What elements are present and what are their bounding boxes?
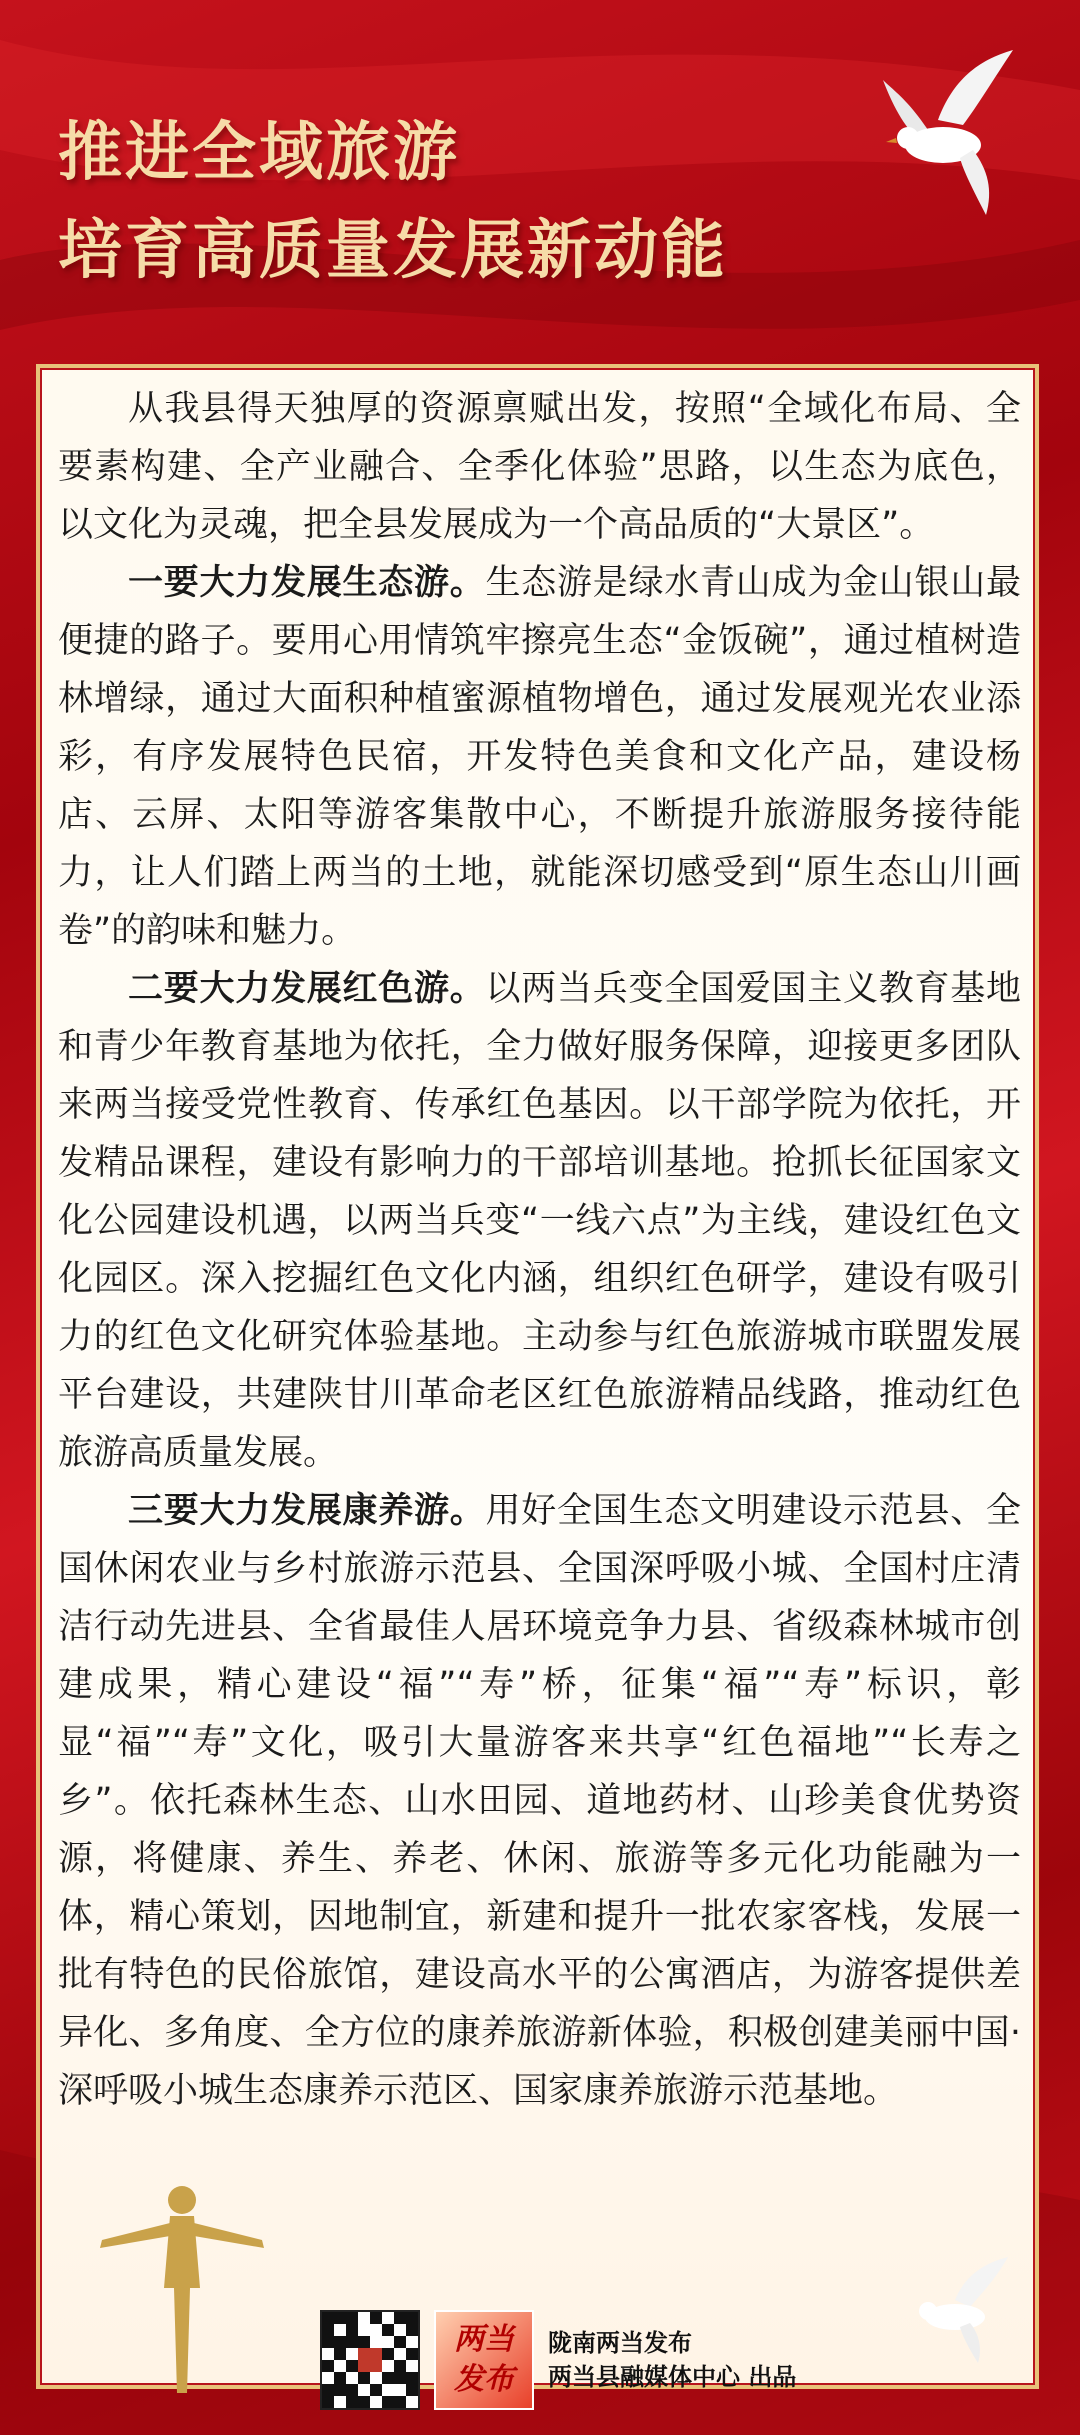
paragraph-wellness — [58, 1482, 1021, 2120]
heading-wellness: 三要大力发展康养游。 — [128, 1491, 486, 1531]
org-line-2: 两当县融媒体中心 出品 — [548, 2363, 797, 2391]
paragraph-ecology — [58, 554, 1021, 960]
article-panel — [36, 364, 1039, 2389]
article-body — [58, 380, 1021, 2120]
title-line-1: 推进全域旅游 — [58, 116, 460, 190]
brand-logo — [434, 2310, 534, 2410]
organization-name — [548, 2326, 796, 2394]
page-title — [58, 104, 728, 300]
dove-icon — [868, 50, 1018, 220]
qr-code-icon[interactable] — [320, 2310, 420, 2410]
heading-ecology: 一要大力发展生态游。 — [128, 563, 486, 603]
heading-red-tourism: 二要大力发展红色游。 — [128, 969, 486, 1009]
body-red-tourism: 以两当兵变全国爱国主义教育基地和青少年教育基地为依托，全力做好服务保障，迎接更多团队来两当接受党性教育、传承红色基因。以干部学院为依托，开发精品课程，建设有影响力的干部培训基地。抢抓长征国家文化公园建设机遇，以两当兵变“一线六点”为主线，建设红色文化园区。深入挖掘红色文化内涵，组织红色研学，建设有吸引力的红色文化研究体验基地。主动参与红色旅游城市联盟发展平台建设，共建陕甘川革命老区红色旅游精品线路，推动红色旅游高质量发展。 — [58, 969, 1021, 1473]
body-wellness: 用好全国生态文明建设示范县、全国休闲农业与乡村旅游示范县、全国深呼吸小城、全国村庄清洁行动先进县、全省最佳人居环境竞争力县、省级森林城市创建成果，精心建设“福”“寿”桥，征集“福”“寿”标识，彰显“福”“寿”文化，吸引大量游客来共享“红色福地”“长寿之乡”。依托森林生态、山水田园、道地药材、山珍美食优势资源，将健康、养生、养老、休闲、旅游等多元化功能融为一体，精心策划，因地制宜，新建和提升一批农家客栈，发展一批有特色的民俗旅馆，建设高水平的公寓酒店，为游客提供差异化、多角度、全方位的康养旅游新体验，积极创建美丽中国·深呼吸小城生态康养示范区、国家康养旅游示范基地。 — [58, 1491, 1021, 2111]
org-line-1: 陇南两当发布 — [548, 2329, 692, 2357]
intro-paragraph: 从我县得天独厚的资源禀赋出发，按照“全域化布局、全要素构建、全产业融合、全季化体验”思路，以生态为底色，以文化为灵魂，把全县发展成为一个高品质的“大景区”。 — [58, 389, 1021, 545]
logo-line-1: 两当 — [454, 2322, 514, 2357]
body-ecology: 生态游是绿水青山成为金山银山最便捷的路子。要用心用情筑牢擦亮生态“金饭碗”，通过植树造林增绿，通过大面积种植蜜源植物增色，通过发展观光农业添彩，有序发展特色民宿，开发特色美食和文化产品，建设杨店、云屏、太阳等游客集散中心，不断提升旅游服务接待能力，让人们踏上两当的土地，就能深切感受到“原生态山川画卷”的韵味和魅力。 — [58, 563, 1021, 951]
paragraph-red-tourism — [58, 960, 1021, 1482]
logo-line-2: 发布 — [454, 2362, 514, 2397]
title-line-2: 培育高质量发展新动能 — [58, 214, 728, 288]
footer-brand — [320, 2310, 796, 2410]
